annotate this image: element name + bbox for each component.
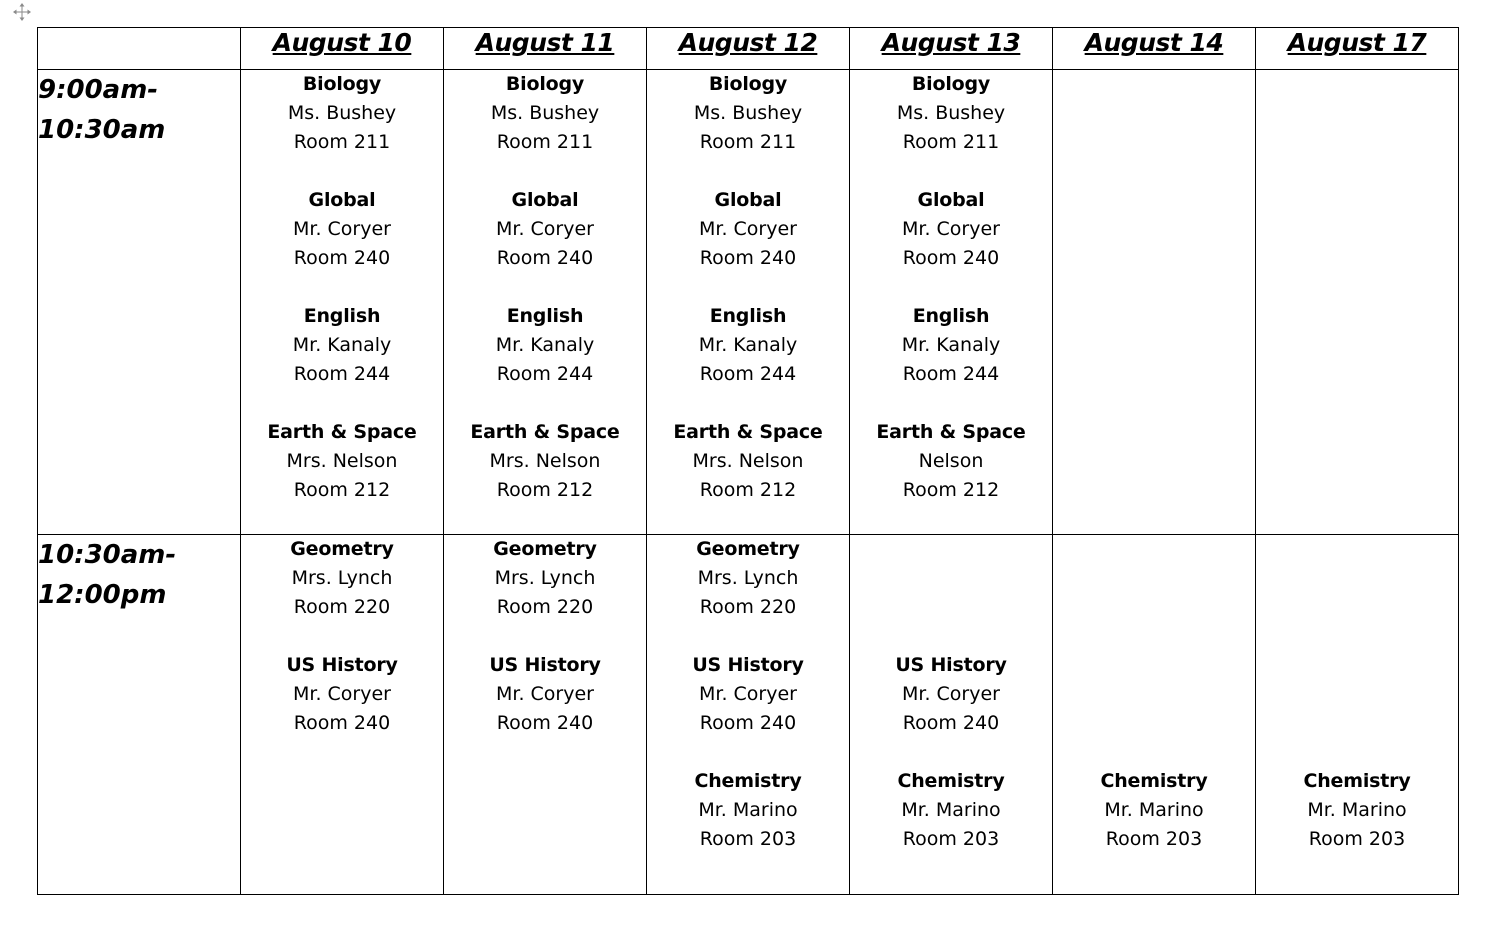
day-cell [241, 535, 444, 895]
room-number: Room 211 [902, 131, 1000, 153]
corner-cell [38, 28, 241, 70]
subject-name: Global [308, 189, 376, 211]
subject-name: Biology [708, 73, 788, 95]
room-number: Room 203 [902, 828, 1000, 850]
class-entry [444, 70, 646, 157]
room-number: Room 240 [293, 712, 391, 734]
teacher-name: Mr. Coryer [496, 683, 594, 705]
day-cell [241, 70, 444, 535]
header-row [38, 28, 1459, 70]
day-cell-content [850, 535, 1052, 854]
class-entry [850, 70, 1052, 157]
subject-name: Global [511, 189, 579, 211]
room-number: Room 240 [293, 247, 391, 269]
subject-name: Biology [911, 73, 991, 95]
day-cell [850, 535, 1053, 895]
subject-name: Chemistry [1303, 770, 1411, 792]
day-cell-content [1053, 535, 1255, 854]
day-cell [444, 70, 647, 535]
subject-name: English [709, 305, 787, 327]
day-cell [1256, 535, 1459, 895]
teacher-name: Ms. Bushey [490, 102, 600, 124]
class-entry [647, 302, 849, 389]
day-cell [647, 535, 850, 895]
room-number: Room 240 [699, 247, 797, 269]
teacher-name: Mr. Kanaly [698, 334, 798, 356]
room-number: Room 240 [902, 247, 1000, 269]
day-cell-content [241, 70, 443, 505]
room-number: Room 211 [496, 131, 594, 153]
day-cell [1256, 70, 1459, 535]
class-entry [241, 302, 443, 389]
subject-name: Geometry [290, 538, 394, 560]
teacher-name: Mr. Coryer [699, 218, 797, 240]
class-entry [444, 418, 646, 505]
room-number: Room 211 [293, 131, 391, 153]
time-start: 10:30am- [38, 540, 177, 570]
subject-name: Geometry [696, 538, 800, 560]
day-cell-content [1256, 535, 1458, 854]
subject-name: Biology [302, 73, 382, 95]
room-number: Room 240 [496, 712, 594, 734]
subject-name: Biology [505, 73, 585, 95]
day-cell-content [647, 70, 849, 505]
teacher-name: Mrs. Nelson [286, 450, 398, 472]
teacher-name: Mr. Kanaly [901, 334, 1001, 356]
teacher-name: Mr. Kanaly [495, 334, 595, 356]
room-number: Room 203 [1308, 828, 1406, 850]
class-entry [850, 418, 1052, 505]
teacher-name: Mr. Marino [698, 799, 798, 821]
teacher-name: Mr. Marino [1307, 799, 1407, 821]
teacher-name: Mr. Marino [901, 799, 1001, 821]
teacher-name: Mr. Kanaly [292, 334, 392, 356]
date-header: August 11 [444, 28, 647, 70]
teacher-name: Mr. Coryer [902, 683, 1000, 705]
day-cell-content [850, 70, 1052, 505]
day-cell-content [241, 535, 443, 738]
class-entry [241, 535, 443, 622]
teacher-name: Mr. Coryer [902, 218, 1000, 240]
teacher-name: Mr. Coryer [293, 218, 391, 240]
class-entry [444, 535, 646, 622]
teacher-name: Mr. Marino [1104, 799, 1204, 821]
teacher-name: Ms. Bushey [896, 102, 1006, 124]
room-number: Room 211 [699, 131, 797, 153]
room-number: Room 220 [293, 596, 391, 618]
class-entry [241, 651, 443, 738]
class-entry [850, 186, 1052, 273]
date-header: August 13 [850, 28, 1053, 70]
class-entry [647, 186, 849, 273]
class-entry [647, 535, 849, 622]
class-entry [647, 767, 849, 854]
room-number: Room 244 [902, 363, 1000, 385]
subject-name: Earth & Space [267, 421, 417, 443]
class-entry [444, 651, 646, 738]
room-number: Room 203 [699, 828, 797, 850]
class-entry [647, 70, 849, 157]
teacher-name: Mrs. Lynch [697, 567, 799, 589]
time-slot-cell [38, 70, 241, 535]
date-header: August 10 [241, 28, 444, 70]
teacher-name: Mr. Coryer [293, 683, 391, 705]
teacher-name: Mrs. Lynch [494, 567, 596, 589]
day-cell [1053, 535, 1256, 895]
day-cell-content [444, 535, 646, 738]
room-number: Room 220 [496, 596, 594, 618]
room-number: Room 212 [902, 479, 1000, 501]
subject-name: Chemistry [694, 770, 802, 792]
teacher-name: Mr. Coryer [496, 218, 594, 240]
subject-name: Earth & Space [876, 421, 1026, 443]
class-entry [241, 70, 443, 157]
subject-name: US History [895, 654, 1007, 676]
room-number: Room 220 [699, 596, 797, 618]
date-header: August 12 [647, 28, 850, 70]
class-entry [647, 651, 849, 738]
teacher-name: Mr. Coryer [699, 683, 797, 705]
teacher-name: Mrs. Nelson [692, 450, 804, 472]
room-number: Room 244 [293, 363, 391, 385]
time-end: 12:00pm [38, 580, 167, 610]
day-cell [1053, 70, 1256, 535]
room-number: Room 212 [293, 479, 391, 501]
teacher-name: Nelson [918, 450, 984, 472]
class-entry [241, 418, 443, 505]
room-number: Room 244 [496, 363, 594, 385]
subject-name: US History [692, 654, 804, 676]
day-cell [850, 70, 1053, 535]
schedule-table [37, 27, 1459, 895]
subject-name: US History [489, 654, 601, 676]
time-slot-row [38, 535, 1459, 895]
class-entry [1256, 767, 1458, 854]
teacher-name: Ms. Bushey [287, 102, 397, 124]
subject-name: Global [917, 189, 985, 211]
class-entry [647, 418, 849, 505]
time-slot-cell [38, 535, 241, 895]
day-cell-content [647, 535, 849, 854]
time-end: 10:30am [38, 115, 166, 145]
subject-name: English [912, 305, 990, 327]
class-entry [444, 186, 646, 273]
class-entry [444, 302, 646, 389]
room-number: Room 203 [1105, 828, 1203, 850]
class-entry [850, 302, 1052, 389]
move-table-icon[interactable] [12, 2, 32, 22]
class-entry [850, 767, 1052, 854]
room-number: Room 240 [496, 247, 594, 269]
subject-name: US History [286, 654, 398, 676]
subject-name: Earth & Space [470, 421, 620, 443]
subject-name: Chemistry [1100, 770, 1208, 792]
class-entry [1053, 767, 1255, 854]
date-header: August 17 [1256, 28, 1459, 70]
time-start: 9:00am- [38, 75, 159, 105]
teacher-name: Mrs. Lynch [291, 567, 393, 589]
subject-name: Earth & Space [673, 421, 823, 443]
room-number: Room 212 [496, 479, 594, 501]
room-number: Room 212 [699, 479, 797, 501]
teacher-name: Mrs. Nelson [489, 450, 601, 472]
date-header: August 14 [1053, 28, 1256, 70]
time-slot-row [38, 70, 1459, 535]
day-cell [647, 70, 850, 535]
room-number: Room 244 [699, 363, 797, 385]
teacher-name: Ms. Bushey [693, 102, 803, 124]
class-entry [241, 186, 443, 273]
class-entry [850, 651, 1052, 738]
room-number: Room 240 [699, 712, 797, 734]
room-number: Room 240 [902, 712, 1000, 734]
subject-name: Chemistry [897, 770, 1005, 792]
day-cell-content [444, 70, 646, 505]
subject-name: Global [714, 189, 782, 211]
day-cell [444, 535, 647, 895]
subject-name: English [303, 305, 381, 327]
subject-name: Geometry [493, 538, 597, 560]
subject-name: English [506, 305, 584, 327]
